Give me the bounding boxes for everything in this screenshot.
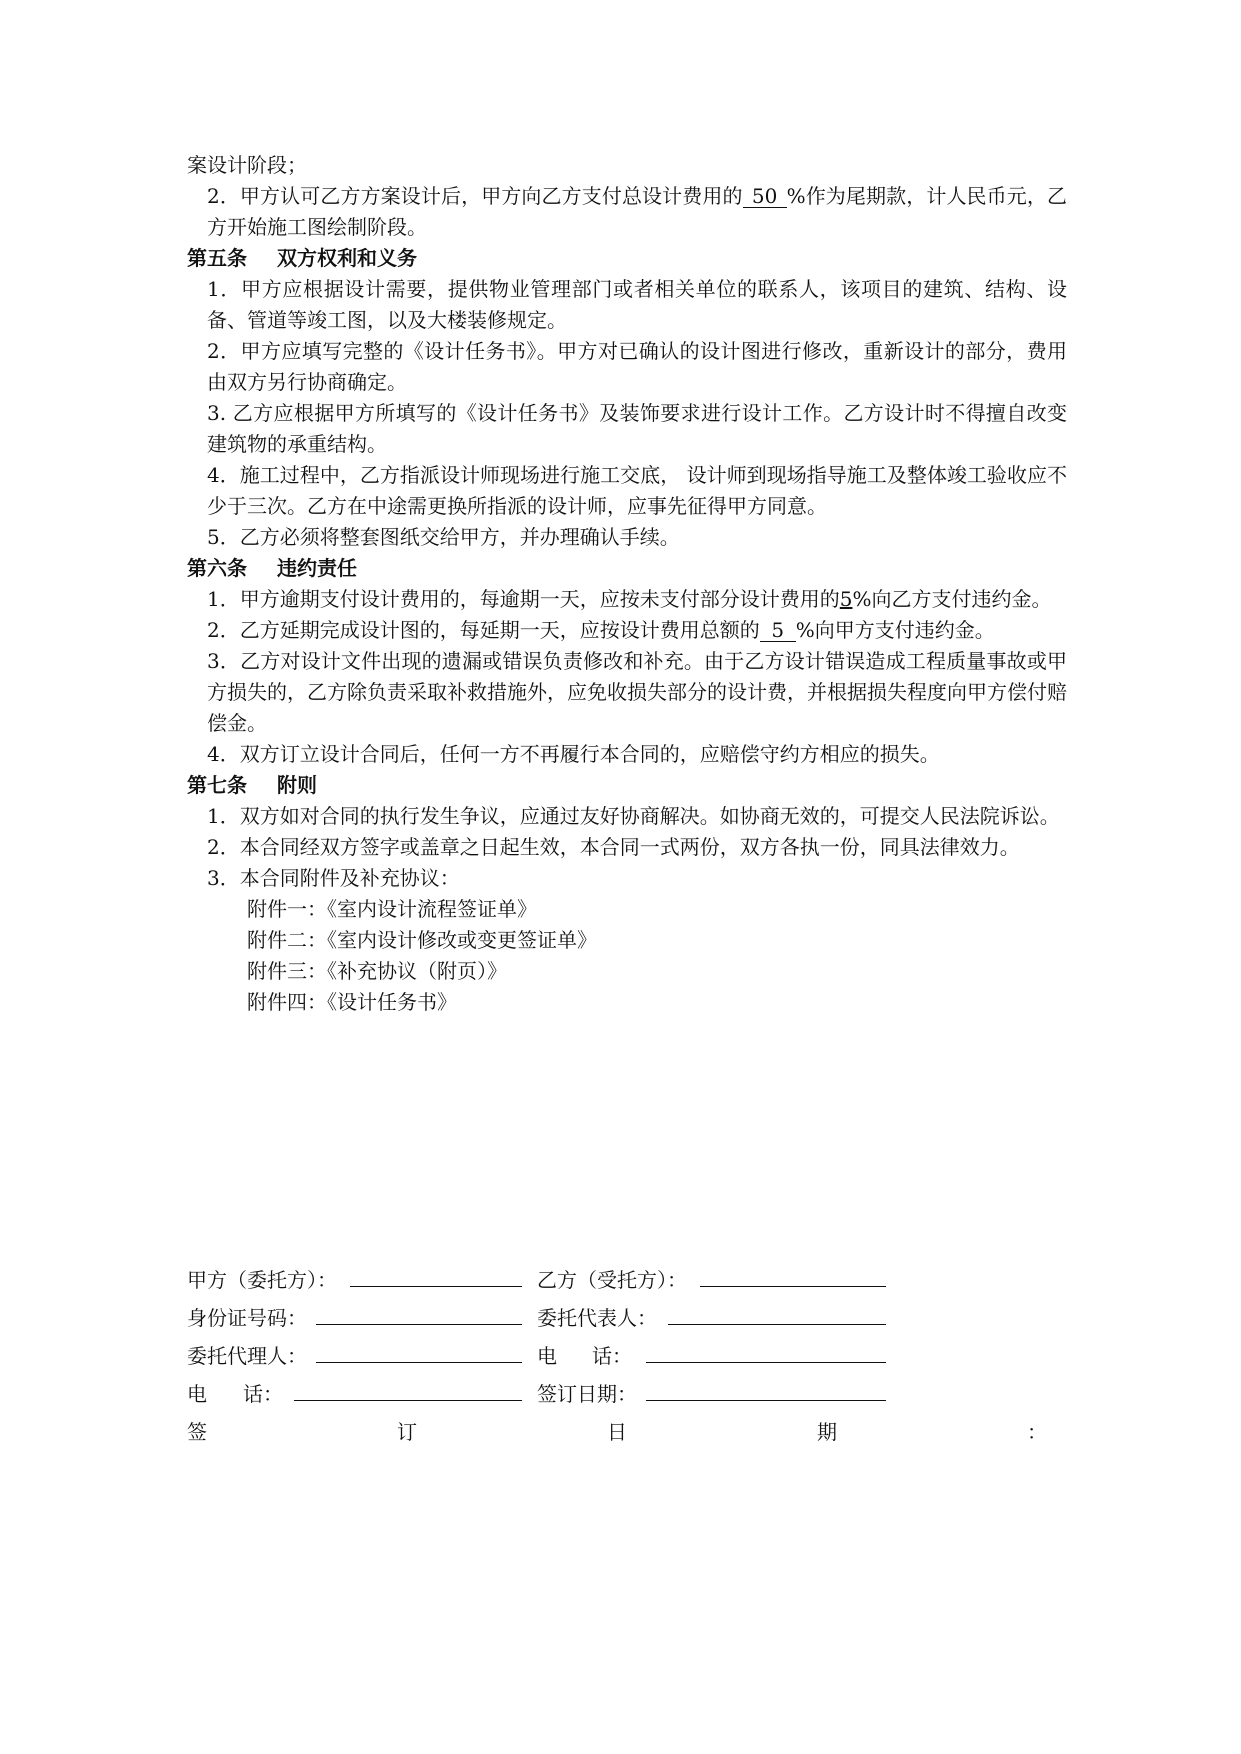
phone-a-line[interactable]: [294, 1400, 522, 1401]
section-title: 违约责任: [277, 556, 357, 580]
fill-in-value: 5: [760, 619, 796, 642]
section-title: 双方权利和义务: [277, 246, 417, 270]
paragraph: [187, 584, 1067, 615]
party-b-line[interactable]: [700, 1286, 886, 1287]
section-number: 第五条: [187, 246, 247, 270]
attachment-item: 附件三：《补充协议（附页）》: [247, 959, 507, 983]
sign-date-label: 签订日期：: [537, 1382, 637, 1406]
id-number-label: 身份证号码：: [187, 1306, 307, 1330]
party-b-label: 乙方（受托方）：: [537, 1268, 687, 1292]
paragraph: 3. 乙方应根据甲方所填写的《设计任务书》及装饰要求进行设计工作。乙方设计时不得擅自改变建筑物的承重结构。: [207, 401, 1067, 456]
section-number: 第七条: [187, 773, 247, 797]
paragraph: [187, 615, 1067, 646]
section-number: 第六条: [187, 556, 247, 580]
paragraph: [187, 181, 1067, 243]
paragraph: 3．乙方对设计文件出现的遗漏或错误负责修改和补充。由于乙方设计错误造成工程质量事故或甲方损失的，乙方除负责采取补救措施外，应免收损失部分的设计费，并根据损失程度向甲方偿付赔偿金。: [207, 649, 1067, 735]
attachment-item: 附件二：《室内设计修改或变更签证单》: [247, 928, 597, 952]
text: 2．甲方认可乙方方案设计后，甲方向乙方支付总设计费用的: [207, 184, 743, 208]
representative-line[interactable]: [668, 1324, 886, 1325]
section-heading: [187, 553, 1067, 584]
paragraph: 3．本合同附件及补充协议：: [207, 866, 460, 890]
phone-b-label-2: 话：: [592, 1344, 632, 1368]
paragraph: 1．甲方应根据设计需要，提供物业管理部门或者相关单位的联系人，该项目的建筑、结构、设备、管道等竣工图，以及大楼装修规定。: [207, 277, 1067, 332]
char: 日: [607, 1420, 627, 1444]
text: %向甲方支付违约金。: [795, 618, 995, 642]
text: 2．乙方延期完成设计图的，每延期一天，应按设计费用总额的: [207, 618, 760, 642]
char: ：: [1027, 1420, 1047, 1444]
char: 期: [817, 1420, 837, 1444]
paragraph: 4．施工过程中，乙方指派设计师现场进行施工交底， 设计师到现场指导施工及整体竣工验收应不少于三次。乙方在中途需更换所指派的设计师，应事先征得甲方同意。: [207, 463, 1067, 518]
char: 订: [397, 1420, 417, 1444]
char: 签: [187, 1420, 207, 1444]
paragraph: 2．甲方应填写完整的《设计任务书》。甲方对已确认的设计图进行修改，重新设计的部分，费用由双方另行协商确定。: [207, 339, 1067, 394]
section-heading: [187, 243, 1067, 274]
paragraph: 5．乙方必须将整套图纸交给甲方，并办理确认手续。: [207, 525, 680, 549]
party-a-line[interactable]: [350, 1286, 522, 1287]
phone-a-label-2: 话：: [243, 1382, 283, 1406]
id-number-line[interactable]: [316, 1324, 522, 1325]
spread-date-label: [187, 1416, 1047, 1445]
text: 1．甲方逾期支付设计费用的，每逾期一天，应按未支付部分设计费用的: [207, 587, 840, 611]
signature-row: [187, 1378, 1067, 1416]
section-title: 附则: [277, 773, 317, 797]
fill-in-value: 50: [743, 185, 787, 208]
signature-block: [187, 1264, 1067, 1454]
signature-row: [187, 1264, 1067, 1302]
paragraph: 1．双方如对合同的执行发生争议，应通过友好协商解决。如协商无效的，可提交人民法院诉讼。: [207, 804, 1060, 828]
signature-row: [187, 1302, 1067, 1340]
signature-row: [187, 1340, 1067, 1378]
attachment-item: 附件四：《设计任务书》: [247, 990, 457, 1014]
attachment-item: 附件一：《室内设计流程签证单》: [247, 897, 537, 921]
representative-label: 委托代表人：: [537, 1306, 657, 1330]
sign-date-line[interactable]: [646, 1400, 886, 1401]
agent-line[interactable]: [316, 1362, 522, 1363]
party-a-label: 甲方（委托方）：: [187, 1268, 337, 1292]
text: %作为尾期款，计人民币元，乙方开始施工图绘制阶段。: [207, 184, 1067, 239]
paragraph: 案设计阶段；: [187, 153, 307, 177]
signature-row: [187, 1416, 1067, 1454]
phone-a-label-1: 电: [187, 1382, 207, 1406]
paragraph: 4．双方订立设计合同后，任何一方不再履行本合同的，应赔偿守约方相应的损失。: [207, 742, 940, 766]
contract-body: [187, 150, 1067, 1018]
section-heading: [187, 770, 1067, 801]
fill-in-value: 5: [839, 587, 853, 611]
paragraph: 2．本合同经双方签字或盖章之日起生效，本合同一式两份，双方各执一份，同具法律效力。: [207, 835, 1020, 859]
text: %向乙方支付违约金。: [852, 587, 1052, 611]
agent-label: 委托代理人：: [187, 1344, 307, 1368]
phone-b-line[interactable]: [646, 1362, 886, 1363]
phone-b-label-1: 电: [537, 1344, 557, 1368]
